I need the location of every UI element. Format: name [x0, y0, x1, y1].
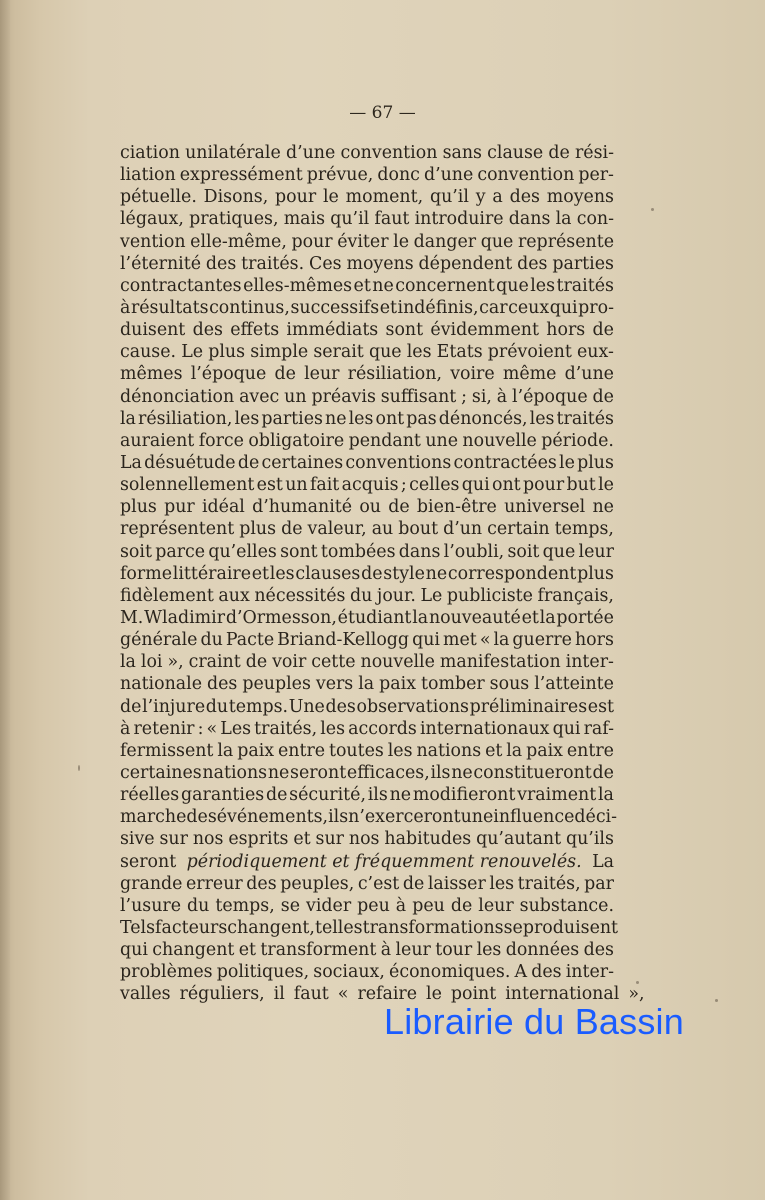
- text-line: M. Wladimir d’Ormesson, étudiant la nouveauté et la portée: [120, 607, 614, 628]
- text-line: soit parce qu’elles sont tombées dans l’oubli, soit que leur: [120, 541, 614, 562]
- text-line: Tels facteurs changent, telles transformations se produisent: [120, 917, 619, 938]
- text-line: forme littéraire et les clauses de style ne correspondent plus: [120, 563, 614, 584]
- text-line: ciation unilatérale d’une convention sans clause de rési-: [120, 143, 614, 163]
- text-line-last: valles réguliers, il faut « refaire le point international »,: [120, 984, 645, 1005]
- text-line: La désuétude de certaines conventions contractées le plus: [120, 452, 614, 473]
- text-line: marche des événements, ils n’exerceront une influence déci-: [120, 807, 617, 828]
- text-line: générale du Pacte Briand-Kellogg qui met « la guerre hors: [120, 630, 614, 651]
- text-line: auraient force obligatoire pendant une nouvelle période.: [120, 430, 614, 451]
- text-line: l’usure du temps, se vider peu à peu de leur substance.: [120, 895, 614, 916]
- text-line: fidèlement aux nécessités du jour. Le publiciste français,: [120, 585, 614, 606]
- text-line: qui changent et transforment à leur tour les données des: [120, 940, 614, 961]
- watermark-librairie: Librairie du Bassin: [384, 1001, 684, 1042]
- paper-speck: [651, 208, 654, 211]
- text-line: solennellement est un fait acquis ; celles qui ont pour but le: [120, 475, 614, 496]
- text-segment: La: [592, 851, 614, 872]
- text-segment: seront: [120, 851, 177, 872]
- paper-speck: [78, 765, 80, 771]
- text-line-italic: [120, 851, 614, 873]
- text-line: fermissent la paix entre toutes les nations et la paix entre: [120, 740, 614, 761]
- text-line: à résultats continus, successifs et indéfinis, car ceux qui pro-: [120, 297, 614, 318]
- text-line: la résiliation, les parties ne les ont pas dénoncés, les traités: [120, 408, 614, 429]
- text-line: réelles garanties de sécurité, ils ne modifieront vraiment la: [120, 785, 614, 806]
- page-number: — 67 —: [349, 103, 416, 123]
- text-line: cause. Le plus simple serait que les Etats prévoient eux-: [120, 342, 614, 363]
- text-line: l’éternité des traités. Ces moyens dépendent des parties: [120, 253, 614, 274]
- text-line: vention elle-même, pour éviter le danger que représente: [120, 231, 614, 252]
- emphasis-text: périodiquement et fréquemment renouvelés.: [186, 851, 582, 872]
- text-line: problèmes politiques, sociaux, économiques. A des inter-: [120, 962, 614, 983]
- text-line: grande erreur des peuples, c’est de laisser les traités, par: [120, 873, 614, 894]
- text-line: contractantes elles-mêmes et ne concernent que les traités: [120, 275, 614, 296]
- text-line: représentent plus de valeur, au bout d’un certain temps,: [120, 519, 614, 540]
- text-line: de l’injure du temps. Une des observations préliminaires est: [120, 696, 614, 717]
- text-line: la loi », craint de voir cette nouvelle manifestation inter-: [120, 652, 614, 673]
- text-line: à retenir : « Les traités, les accords internationaux qui raf-: [120, 718, 614, 739]
- text-line: plus pur idéal d’humanité ou de bien-être universel ne: [120, 497, 614, 518]
- book-spine-shadow: [0, 0, 10, 1200]
- text-line: nationale des peuples vers la paix tomber sous l’atteinte: [120, 674, 614, 695]
- text-line: sive sur nos esprits et sur nos habitudes qu’autant qu’ils: [120, 829, 614, 850]
- text-line: pétuelle. Disons, pour le moment, qu’il y a des moyens: [120, 187, 614, 208]
- body-text: [120, 142, 645, 1005]
- text-line: dénonciation avec un préavis suffisant ; si, à l’époque de: [120, 386, 614, 407]
- text-line: liation expressément prévue, donc d’une convention per-: [120, 165, 614, 186]
- paper-speck: [636, 981, 639, 984]
- text-line: légaux, pratiques, mais qu’il faut introduire dans la con-: [120, 209, 614, 230]
- text-line: certaines nations ne seront efficaces, ils ne constitueront de: [120, 762, 614, 783]
- paper-speck: [715, 999, 718, 1002]
- text-line: duisent des effets immédiats sont évidemment hors de: [120, 320, 614, 341]
- text-line: mêmes l’époque de leur résiliation, voire même d’une: [120, 364, 614, 385]
